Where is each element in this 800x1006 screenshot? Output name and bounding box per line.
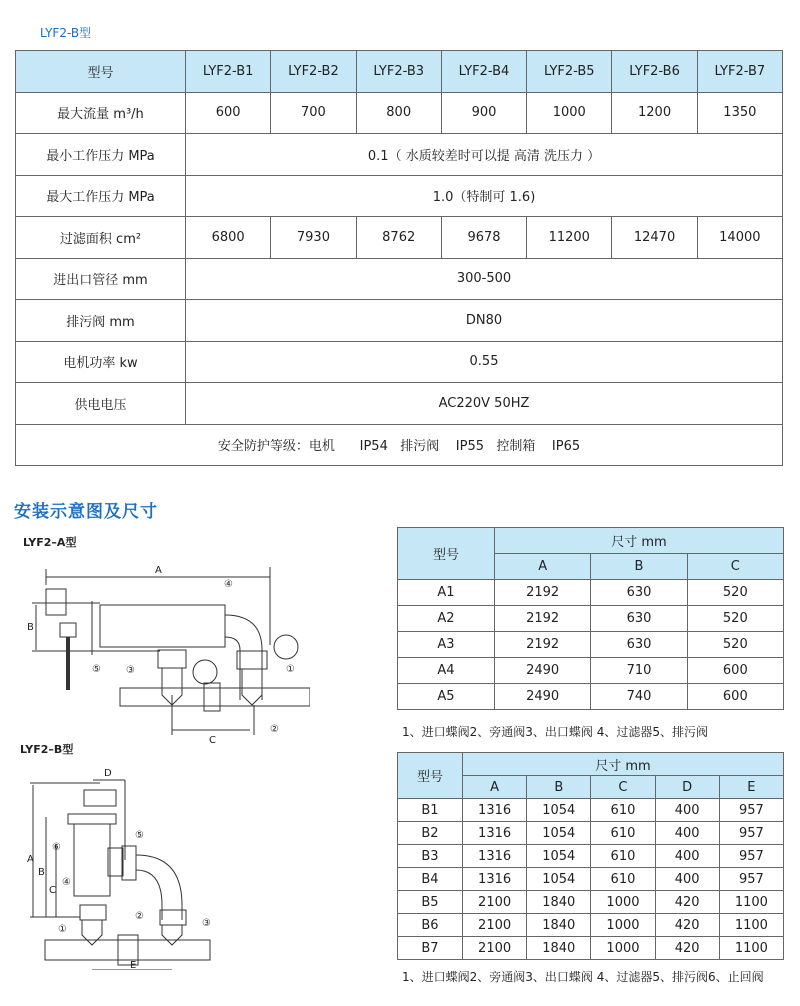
col-header: B bbox=[591, 554, 687, 580]
row-label: 最小工作压力 MPa bbox=[16, 134, 186, 176]
table-a bbox=[397, 527, 784, 710]
row-drain bbox=[16, 300, 783, 342]
cell: 1200 bbox=[612, 92, 697, 134]
row-max-pressure bbox=[16, 175, 783, 217]
header-model: 型号 bbox=[398, 753, 463, 799]
cell: 2192 bbox=[495, 632, 591, 658]
cell: 400 bbox=[655, 822, 719, 845]
cell: 900 bbox=[441, 92, 526, 134]
cell: 2100 bbox=[463, 937, 527, 960]
diagram-b-label: LYF2–B型 bbox=[20, 743, 74, 756]
cell: 1840 bbox=[527, 937, 591, 960]
table-row bbox=[398, 684, 784, 710]
cell: 1054 bbox=[527, 845, 591, 868]
cell: 610 bbox=[591, 868, 655, 891]
col-header: D bbox=[655, 776, 719, 799]
dim-label: A bbox=[155, 565, 162, 576]
diagram-a-label: LYF2–A型 bbox=[23, 536, 77, 549]
cell: 2192 bbox=[495, 580, 591, 606]
dim-label: A bbox=[27, 854, 34, 865]
cell: 610 bbox=[591, 845, 655, 868]
legend-a: 1、进口蝶阀2、旁通阀3、出口蝶阀 4、过滤器5、排污阀 bbox=[402, 725, 708, 739]
cell: 2490 bbox=[495, 684, 591, 710]
cell: 700 bbox=[271, 92, 356, 134]
callout: ① bbox=[286, 664, 295, 675]
table-row bbox=[398, 868, 784, 891]
header-cell: LYF2-B3 bbox=[356, 51, 441, 93]
cell: 520 bbox=[687, 580, 783, 606]
table-row bbox=[398, 937, 784, 960]
cell: 400 bbox=[655, 799, 719, 822]
table-row bbox=[398, 606, 784, 632]
row-label: 最大流量 m³/h bbox=[16, 92, 186, 134]
table-row bbox=[398, 914, 784, 937]
callout: ⑥ bbox=[52, 842, 61, 853]
row-model: B5 bbox=[398, 891, 463, 914]
row-label: 电机功率 kw bbox=[16, 341, 186, 383]
cell: 6800 bbox=[186, 217, 271, 259]
row-power bbox=[16, 341, 783, 383]
cell: 630 bbox=[591, 580, 687, 606]
row-model: A2 bbox=[398, 606, 495, 632]
cell: 2192 bbox=[495, 606, 591, 632]
table-row bbox=[398, 580, 784, 606]
cell: 420 bbox=[655, 891, 719, 914]
cell: 1054 bbox=[527, 799, 591, 822]
callout: ② bbox=[270, 724, 279, 735]
row-min-pressure bbox=[16, 134, 783, 176]
cell: 2100 bbox=[463, 914, 527, 937]
cell: 7930 bbox=[271, 217, 356, 259]
spec-table bbox=[15, 50, 783, 466]
row-model: B2 bbox=[398, 822, 463, 845]
cell: 957 bbox=[719, 868, 783, 891]
cell: 安全防护等级：电机 IP54 排污阀 IP55 控制箱 IP65 bbox=[16, 424, 783, 466]
col-header: A bbox=[463, 776, 527, 799]
cell: 520 bbox=[687, 632, 783, 658]
row-model: A5 bbox=[398, 684, 495, 710]
section-heading: 安装示意图及尺寸 bbox=[14, 502, 158, 522]
cell: 9678 bbox=[441, 217, 526, 259]
dim-label: B bbox=[27, 622, 34, 633]
col-header: C bbox=[591, 776, 655, 799]
cell: 8762 bbox=[356, 217, 441, 259]
header-cell: LYF2-B7 bbox=[697, 51, 782, 93]
cell: 300-500 bbox=[186, 258, 783, 300]
table-row bbox=[398, 891, 784, 914]
diagram-b bbox=[0, 760, 240, 970]
cell: 2100 bbox=[463, 891, 527, 914]
dim-label: E bbox=[130, 960, 137, 970]
callout: ⑤ bbox=[135, 830, 144, 841]
cell: 12470 bbox=[612, 217, 697, 259]
cell: 600 bbox=[687, 684, 783, 710]
header-size: 尺寸 mm bbox=[463, 753, 784, 776]
diagram-a bbox=[0, 555, 310, 745]
cell: AC220V 50HZ bbox=[186, 383, 783, 425]
row-label: 过滤面积 cm² bbox=[16, 217, 186, 259]
row-model: A3 bbox=[398, 632, 495, 658]
cell: 1.0（特制可 1.6) bbox=[186, 175, 783, 217]
callout: ② bbox=[135, 911, 144, 922]
cell: 420 bbox=[655, 914, 719, 937]
cell: 740 bbox=[591, 684, 687, 710]
row-pipe bbox=[16, 258, 783, 300]
table-row bbox=[398, 822, 784, 845]
cell: 800 bbox=[356, 92, 441, 134]
spec-header-row bbox=[16, 51, 783, 93]
cell: 1350 bbox=[697, 92, 782, 134]
header-model: 型号 bbox=[398, 528, 495, 580]
header-cell: LYF2-B4 bbox=[441, 51, 526, 93]
dim-label: C bbox=[49, 885, 56, 896]
callout: ④ bbox=[224, 579, 233, 590]
cell: 1840 bbox=[527, 914, 591, 937]
cell: 630 bbox=[591, 606, 687, 632]
cell: 1054 bbox=[527, 822, 591, 845]
row-area bbox=[16, 217, 783, 259]
table-b bbox=[397, 752, 784, 960]
header-cell: LYF2-B5 bbox=[527, 51, 612, 93]
header-cell: LYF2-B1 bbox=[186, 51, 271, 93]
cell: DN80 bbox=[186, 300, 783, 342]
cell: 630 bbox=[591, 632, 687, 658]
table-row bbox=[398, 799, 784, 822]
legend-b: 1、进口蝶阀2、旁通阀3、出口蝶阀 4、过滤器5、排污阀6、止回阀 bbox=[402, 970, 764, 984]
cell: 420 bbox=[655, 937, 719, 960]
col-header: C bbox=[687, 554, 783, 580]
cell: 1100 bbox=[719, 914, 783, 937]
row-model: B4 bbox=[398, 868, 463, 891]
cell: 600 bbox=[186, 92, 271, 134]
row-model: B6 bbox=[398, 914, 463, 937]
row-model: A4 bbox=[398, 658, 495, 684]
table-row bbox=[398, 845, 784, 868]
cell: 1100 bbox=[719, 937, 783, 960]
header-cell: LYF2-B6 bbox=[612, 51, 697, 93]
cell: 520 bbox=[687, 606, 783, 632]
cell: 14000 bbox=[697, 217, 782, 259]
callout: ⑤ bbox=[92, 664, 101, 675]
col-header: B bbox=[527, 776, 591, 799]
cell: 11200 bbox=[527, 217, 612, 259]
callout: ③ bbox=[126, 665, 135, 676]
row-flow bbox=[16, 92, 783, 134]
row-voltage bbox=[16, 383, 783, 425]
callout: ③ bbox=[202, 918, 211, 929]
cell: 1316 bbox=[463, 845, 527, 868]
callout: ④ bbox=[62, 877, 71, 888]
model-title: LYF2-B型 bbox=[40, 26, 92, 40]
row-label: 进出口管径 mm bbox=[16, 258, 186, 300]
row-model: A1 bbox=[398, 580, 495, 606]
cell: 1054 bbox=[527, 868, 591, 891]
cell: 610 bbox=[591, 799, 655, 822]
cell: 0.55 bbox=[186, 341, 783, 383]
header-cell: 型号 bbox=[16, 51, 186, 93]
cell: 1000 bbox=[591, 914, 655, 937]
row-label: 排污阀 mm bbox=[16, 300, 186, 342]
row-model: B7 bbox=[398, 937, 463, 960]
table-row bbox=[398, 632, 784, 658]
header-cell: LYF2-B2 bbox=[271, 51, 356, 93]
cell: 957 bbox=[719, 845, 783, 868]
dim-label: C bbox=[209, 735, 216, 745]
cell: 957 bbox=[719, 799, 783, 822]
row-model: B3 bbox=[398, 845, 463, 868]
cell: 400 bbox=[655, 845, 719, 868]
row-protection bbox=[16, 424, 783, 466]
cell: 1316 bbox=[463, 799, 527, 822]
callout: ① bbox=[58, 924, 67, 935]
dim-label: D bbox=[104, 768, 112, 779]
header-size: 尺寸 mm bbox=[495, 528, 784, 554]
table-row bbox=[398, 658, 784, 684]
cell: 1100 bbox=[719, 891, 783, 914]
row-label: 最大工作压力 MPa bbox=[16, 175, 186, 217]
cell: 2490 bbox=[495, 658, 591, 684]
cell: 710 bbox=[591, 658, 687, 684]
cell: 1000 bbox=[591, 937, 655, 960]
cell: 0.1（ 水质较差时可以提 高清 洗压力 ） bbox=[186, 134, 783, 176]
cell: 957 bbox=[719, 822, 783, 845]
cell: 1316 bbox=[463, 822, 527, 845]
cell: 1840 bbox=[527, 891, 591, 914]
col-header: E bbox=[719, 776, 783, 799]
cell: 610 bbox=[591, 822, 655, 845]
cell: 1000 bbox=[527, 92, 612, 134]
row-label: 供电电压 bbox=[16, 383, 186, 425]
row-model: B1 bbox=[398, 799, 463, 822]
col-header: A bbox=[495, 554, 591, 580]
cell: 600 bbox=[687, 658, 783, 684]
cell: 1316 bbox=[463, 868, 527, 891]
dim-label: B bbox=[38, 867, 45, 878]
cell: 400 bbox=[655, 868, 719, 891]
cell: 1000 bbox=[591, 891, 655, 914]
